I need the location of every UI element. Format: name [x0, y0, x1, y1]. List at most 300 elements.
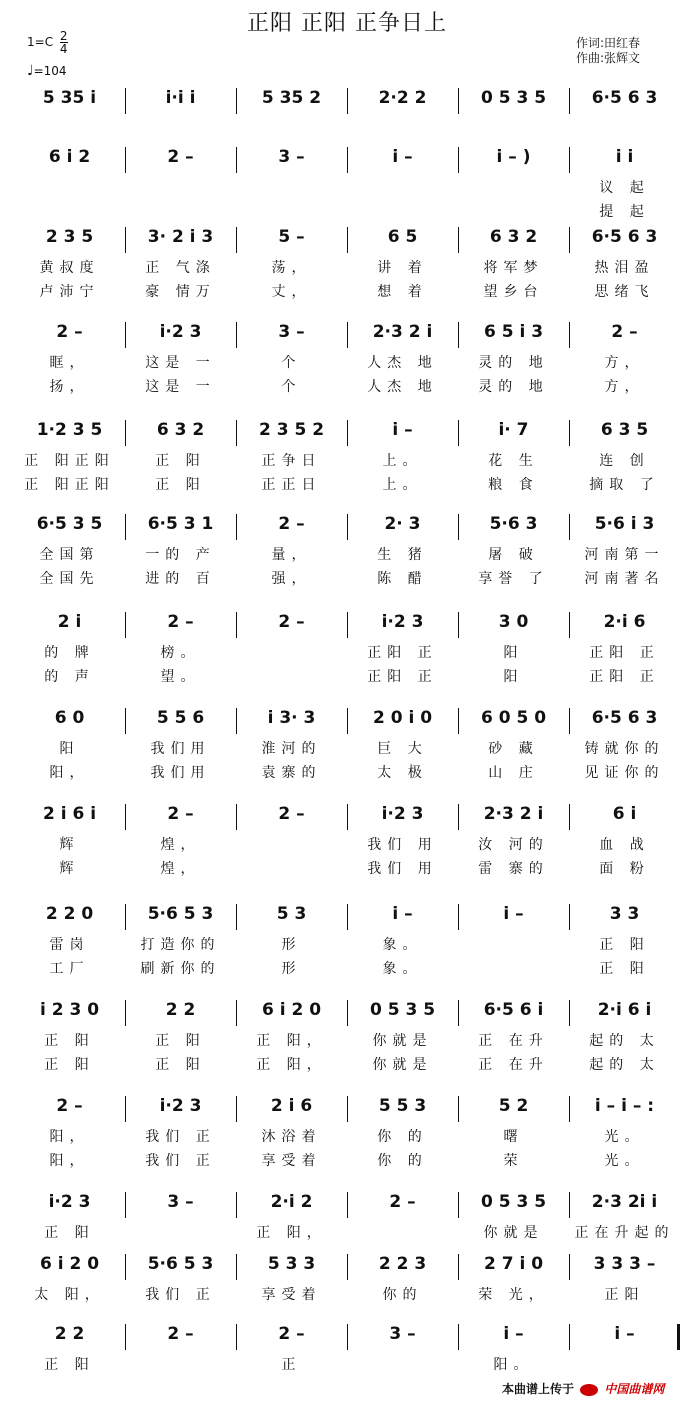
measure-notes: 2 7 i 0	[483, 1254, 544, 1274]
bar-line	[125, 1254, 126, 1280]
measure-notes: i –	[503, 904, 524, 924]
measure-lyric: 正 气涤	[145, 260, 216, 276]
key-signature	[27, 30, 68, 55]
notation-row	[14, 1254, 680, 1278]
measure-notes: i 2 3 0	[39, 1000, 100, 1020]
measure-lyric: 正 阳	[155, 1057, 206, 1073]
measure-notes: 3 3 3 –	[593, 1254, 656, 1274]
measure-notes: 2 –	[167, 804, 194, 824]
bar-line	[458, 420, 459, 446]
bar-line	[236, 322, 237, 348]
measure-lyric: 正 阳正阳	[24, 477, 115, 493]
measure-notes: 2 –	[611, 322, 638, 342]
measure-lyric: 我们 用	[367, 837, 438, 853]
measure-lyric: 煌，	[160, 837, 201, 853]
measure-lyric: 正 阳	[44, 1225, 95, 1241]
measure-lyric: 上。	[382, 453, 423, 469]
bar-line	[347, 1096, 348, 1122]
notation-row	[14, 804, 680, 828]
bar-line	[125, 88, 126, 114]
measure-lyric: 一的 产	[145, 547, 216, 563]
measure-lyric: 正 阳	[44, 1357, 95, 1373]
bar-line	[458, 1096, 459, 1122]
composer: 作曲:张辉文	[576, 51, 641, 65]
lyrics-verse-2	[14, 762, 680, 782]
measure-lyric: 连 创	[599, 453, 650, 469]
measure-lyric: 榜。	[160, 645, 201, 661]
measure-lyric: 曙	[503, 1129, 524, 1145]
measure-lyric: 我们 正	[145, 1287, 216, 1303]
measure-notes: 2 2	[165, 1000, 196, 1020]
measure-notes: 6 5 i 3	[483, 322, 544, 342]
measure-lyric: 阳。	[493, 1357, 534, 1373]
bar-line	[458, 1000, 459, 1026]
measure-lyric: 摘取 了	[589, 477, 660, 493]
measure-lyric: 荣 光，	[478, 1287, 549, 1303]
bar-line	[347, 804, 348, 830]
bar-line	[236, 1324, 237, 1350]
measure-notes: 6 5	[387, 227, 418, 247]
final-bar-line	[677, 1324, 680, 1350]
measure-lyric: 灵的 地	[478, 355, 549, 371]
measure-notes: 2 –	[167, 1324, 194, 1344]
measure-notes: 2 2 3	[378, 1254, 427, 1274]
bar-line	[125, 1324, 126, 1350]
bar-line	[347, 612, 348, 638]
time-top: 2	[59, 29, 68, 43]
measure-notes: 2·3 2 i	[372, 322, 433, 342]
measure-lyric: 热泪盈	[594, 260, 655, 276]
measure-lyric: 巨 大	[377, 741, 428, 757]
bar-line	[458, 1192, 459, 1218]
measure-lyric: 铸就你的	[584, 741, 665, 757]
measure-lyric: 太 极	[377, 765, 428, 781]
measure-notes: 5·6 3	[489, 514, 538, 534]
measure-lyric: 望乡台	[483, 284, 544, 300]
bar-line	[458, 147, 459, 173]
measure-lyric: 血 战	[599, 837, 650, 853]
measure-notes: 3 –	[389, 1324, 416, 1344]
measure-lyric: 生 猪	[377, 547, 428, 563]
measure-notes: 2 –	[167, 612, 194, 632]
measure-notes: i –	[503, 1324, 524, 1344]
bar-line	[236, 612, 237, 638]
measure-lyric: 形	[281, 937, 302, 953]
measure-notes: 1·2 3 5	[36, 420, 103, 440]
measure-lyric: 你的	[382, 1287, 423, 1303]
bar-line	[569, 904, 570, 930]
measure-lyric: 起的 太	[589, 1033, 660, 1049]
bar-line	[125, 322, 126, 348]
lyricist: 作词:田红春	[576, 36, 641, 50]
measure-notes: 2 –	[389, 1192, 416, 1212]
measure-lyric: 享誉 了	[478, 571, 549, 587]
measure-notes: 3· 2 i 3	[147, 227, 214, 247]
measure-lyric: 正 阳，	[256, 1225, 327, 1241]
measure-notes: 2 2	[54, 1324, 85, 1344]
measure-lyric: 这是 一	[145, 379, 216, 395]
measure-lyric: 袁寨的	[261, 765, 322, 781]
bar-line	[236, 1096, 237, 1122]
measure-lyric: 荡，	[271, 260, 312, 276]
bar-line	[125, 514, 126, 540]
bar-line	[458, 1254, 459, 1280]
measure-lyric: 正 在升	[478, 1057, 549, 1073]
measure-notes: 6 i	[612, 804, 637, 824]
footer-brand: 中国曲谱网	[604, 1382, 665, 1396]
measure-lyric: 将军梦	[483, 260, 544, 276]
measure-notes: 5 35 2	[261, 88, 322, 108]
lyrics-verse-2	[14, 666, 680, 686]
bar-line	[125, 1192, 126, 1218]
measure-lyric: 你 的	[377, 1129, 428, 1145]
measure-lyric: 粮 食	[488, 477, 539, 493]
bar-line	[569, 1000, 570, 1026]
measure-lyric: 阳	[503, 645, 524, 661]
bar-line	[569, 420, 570, 446]
bar-line	[236, 1000, 237, 1026]
bar-line	[347, 1192, 348, 1218]
measure-lyric: 河南第一	[584, 547, 665, 563]
measure-lyric: 正阳	[604, 1287, 645, 1303]
measure-lyric: 正 阳	[44, 1033, 95, 1049]
measure-notes: 2·3 2i i	[591, 1192, 658, 1212]
quarter-note-icon: ♩	[27, 63, 34, 79]
measure-lyric: 讲 着	[377, 260, 428, 276]
measure-lyric: 沐浴着	[261, 1129, 322, 1145]
measure-lyric: 方，	[604, 355, 645, 371]
lyrics-verse-1	[14, 450, 680, 470]
measure-notes: 6·5 6 i	[483, 1000, 544, 1020]
bar-line	[569, 1192, 570, 1218]
measure-lyric: 光。	[604, 1153, 645, 1169]
measure-notes: i·2 3	[48, 1192, 91, 1212]
bar-line	[236, 420, 237, 446]
measure-notes: 5 5 3	[378, 1096, 427, 1116]
measure-notes: 5·6 5 3	[147, 1254, 214, 1274]
notation-row	[14, 1192, 680, 1216]
measure-notes: 2 –	[278, 1324, 305, 1344]
measure-lyric: 淮河的	[261, 741, 322, 757]
measure-notes: 6·5 6 3	[591, 708, 658, 728]
measure-notes: 3 –	[167, 1192, 194, 1212]
bar-line	[347, 420, 348, 446]
measure-lyric: 全国先	[39, 571, 100, 587]
bar-line	[569, 612, 570, 638]
measure-notes: 2·i 6 i	[597, 1000, 652, 1020]
notation-row	[14, 514, 680, 538]
measure-lyric: 阳	[59, 741, 80, 757]
measure-notes: 2 –	[278, 612, 305, 632]
measure-lyric: 工厂	[49, 961, 90, 977]
lyrics-verse-2	[14, 1054, 680, 1074]
measure-lyric: 辉	[59, 837, 80, 853]
bar-line	[569, 227, 570, 253]
bar-line	[125, 420, 126, 446]
measure-lyric: 你就是	[372, 1057, 433, 1073]
bar-line	[569, 88, 570, 114]
measure-notes: 3 3	[609, 904, 640, 924]
measure-notes: 2·i 6	[603, 612, 646, 632]
measure-notes: i· 7	[498, 420, 529, 440]
measure-notes: i i	[615, 147, 634, 167]
measure-notes: 2·i 2	[270, 1192, 313, 1212]
measure-lyric: 辉	[59, 861, 80, 877]
lyrics-verse-1	[14, 257, 680, 277]
measure-lyric: 想 着	[377, 284, 428, 300]
bar-line	[236, 227, 237, 253]
song-title: 正阳 正阳 正争日上	[247, 11, 447, 36]
bar-line	[125, 227, 126, 253]
measure-lyric: 花 生	[488, 453, 539, 469]
measure-notes: 2 i	[57, 612, 82, 632]
notation-row	[14, 147, 680, 171]
bar-line	[236, 804, 237, 830]
measure-notes: 2·3 2 i	[483, 804, 544, 824]
measure-notes: i·2 3	[159, 322, 202, 342]
measure-lyric: 扬，	[49, 379, 90, 395]
measure-lyric: 思绪飞	[594, 284, 655, 300]
notation-row	[14, 88, 680, 112]
bar-line	[569, 147, 570, 173]
measure-notes: 2 –	[278, 804, 305, 824]
bar-line	[569, 1324, 570, 1350]
measure-notes: i·2 3	[381, 612, 424, 632]
measure-lyric: 砂 藏	[488, 741, 539, 757]
measure-lyric: 你就是	[372, 1033, 433, 1049]
notation-row	[14, 322, 680, 346]
lyrics-verse-1	[14, 738, 680, 758]
measure-notes: 6 3 2	[489, 227, 538, 247]
measure-lyric: 正阳 正	[367, 669, 438, 685]
bar-line	[125, 612, 126, 638]
measure-notes: 3 0	[498, 612, 529, 632]
measure-notes: 2· 3	[384, 514, 421, 534]
measure-notes: 5 35 i	[42, 88, 97, 108]
measure-notes: 5 3 3	[267, 1254, 316, 1274]
bar-line	[347, 514, 348, 540]
bar-line	[347, 147, 348, 173]
measure-lyric: 方，	[604, 379, 645, 395]
measure-notes: 6·5 6 3	[591, 88, 658, 108]
measure-lyric: 正阳 正	[589, 645, 660, 661]
measure-notes: 6 3 2	[156, 420, 205, 440]
measure-notes: 2 –	[56, 322, 83, 342]
measure-lyric: 黄叔度	[39, 260, 100, 276]
lyrics-verse-2	[14, 1150, 680, 1170]
measure-lyric: 正 在升	[478, 1033, 549, 1049]
bar-line	[458, 227, 459, 253]
bar-line	[458, 708, 459, 734]
measure-notes: 0 5 3 5	[480, 1192, 547, 1212]
bar-line	[236, 1254, 237, 1280]
measure-lyric: 享受着	[261, 1287, 322, 1303]
measure-lyric: 提 起	[599, 204, 650, 220]
bar-line	[125, 708, 126, 734]
measure-lyric: 雷 寨的	[478, 861, 549, 877]
measure-lyric: 全国第	[39, 547, 100, 563]
bar-line	[236, 1192, 237, 1218]
measure-notes: 6 i 2	[48, 147, 91, 167]
bar-line	[125, 1000, 126, 1026]
tempo-marking	[27, 63, 67, 79]
measure-notes: i 3· 3	[267, 708, 316, 728]
measure-lyric: 打造你的	[140, 937, 221, 953]
measure-notes: 5·6 i 3	[594, 514, 655, 534]
site-logo-icon	[580, 1384, 598, 1396]
credits	[576, 36, 640, 66]
measure-lyric: 正 阳，	[256, 1057, 327, 1073]
bar-line	[347, 904, 348, 930]
measure-lyric: 量，	[271, 547, 312, 563]
measure-lyric: 正阳 正	[589, 669, 660, 685]
measure-notes: 2 –	[56, 1096, 83, 1116]
lyrics-verse-1	[14, 1354, 680, 1374]
bar-line	[236, 88, 237, 114]
measure-lyric: 阳，	[49, 1129, 90, 1145]
measure-lyric: 雷岗	[49, 937, 90, 953]
measure-lyric: 你就是	[483, 1225, 544, 1241]
bar-line	[125, 804, 126, 830]
measure-notes: 3 –	[278, 147, 305, 167]
bar-line	[458, 514, 459, 540]
measure-lyric: 正在升起的	[574, 1225, 675, 1241]
notation-row	[14, 227, 680, 251]
measure-lyric: 的 声	[44, 669, 95, 685]
lyrics-verse-1	[14, 1222, 680, 1242]
measure-notes: 6·5 3 1	[147, 514, 214, 534]
lyrics-verse-1	[14, 1126, 680, 1146]
measure-lyric: 正 阳	[44, 1057, 95, 1073]
measure-notes: 2 0 i 0	[372, 708, 433, 728]
measure-notes: 5 –	[278, 227, 305, 247]
measure-notes: 2 2 0	[45, 904, 94, 924]
measure-lyric: 人杰 地	[367, 379, 438, 395]
measure-lyric: 你 的	[377, 1153, 428, 1169]
measure-lyric: 望。	[160, 669, 201, 685]
bar-line	[347, 1324, 348, 1350]
bar-line	[236, 904, 237, 930]
measure-lyric: 山 庄	[488, 765, 539, 781]
bar-line	[458, 904, 459, 930]
lyrics-verse-1	[14, 1030, 680, 1050]
measure-lyric: 正 阳	[599, 937, 650, 953]
measure-notes: 2 i 6 i	[42, 804, 97, 824]
bar-line	[569, 514, 570, 540]
measure-lyric: 丈，	[271, 284, 312, 300]
measure-notes: 6 3 5	[600, 420, 649, 440]
measure-notes: 2 3 5 2	[258, 420, 325, 440]
footer	[502, 1380, 664, 1397]
lyrics-verse-2	[14, 958, 680, 978]
measure-lyric: 正争日	[261, 453, 322, 469]
bar-line	[569, 1254, 570, 1280]
measure-notes: 5 3	[276, 904, 307, 924]
measure-lyric: 陈 醋	[377, 571, 428, 587]
measure-notes: 6 0 5 0	[480, 708, 547, 728]
measure-notes: i – i – :	[594, 1096, 655, 1116]
measure-notes: 2·2 2	[378, 88, 427, 108]
measure-lyric: 刷新你的	[140, 961, 221, 977]
lyrics-verse-1	[14, 934, 680, 954]
bar-line	[569, 322, 570, 348]
measure-lyric: 正 阳正阳	[24, 453, 115, 469]
measure-lyric: 人杰 地	[367, 355, 438, 371]
measure-lyric: 正 阳，	[256, 1033, 327, 1049]
bar-line	[569, 708, 570, 734]
notation-row	[14, 1000, 680, 1024]
bar-line	[125, 1096, 126, 1122]
lyrics-verse-1	[14, 177, 680, 197]
measure-notes: 2 –	[278, 514, 305, 534]
measure-lyric: 卢沛宁	[39, 284, 100, 300]
measure-lyric: 强，	[271, 571, 312, 587]
measure-notes: 6·5 6 3	[591, 227, 658, 247]
measure-lyric: 光。	[604, 1129, 645, 1145]
notation-row	[14, 612, 680, 636]
lyrics-verse-2	[14, 201, 680, 221]
measure-lyric: 河南著名	[584, 571, 665, 587]
tempo-value: =104	[33, 64, 67, 78]
measure-lyric: 阳，	[49, 765, 90, 781]
notation-row	[14, 904, 680, 928]
measure-lyric: 面 粉	[599, 861, 650, 877]
measure-notes: 5 2	[498, 1096, 529, 1116]
measure-lyric: 灵的 地	[478, 379, 549, 395]
measure-lyric: 个	[281, 355, 302, 371]
measure-notes: 5·6 5 3	[147, 904, 214, 924]
bar-line	[458, 612, 459, 638]
lyrics-verse-2	[14, 474, 680, 494]
lyrics-verse-1	[14, 544, 680, 564]
measure-lyric: 正 阳	[155, 1033, 206, 1049]
notation-row	[14, 708, 680, 732]
measure-lyric: 个	[281, 379, 302, 395]
bar-line	[347, 1254, 348, 1280]
measure-lyric: 屠 破	[488, 547, 539, 563]
measure-lyric: 享受着	[261, 1153, 322, 1169]
measure-notes: 6·5 3 5	[36, 514, 103, 534]
measure-lyric: 阳，	[49, 1153, 90, 1169]
bar-line	[458, 1324, 459, 1350]
measure-lyric: 豪 情万	[145, 284, 216, 300]
measure-notes: i –	[392, 147, 413, 167]
measure-lyric: 正阳 正	[367, 645, 438, 661]
measure-lyric: 我们 正	[145, 1153, 216, 1169]
notation-row	[14, 1324, 680, 1348]
measure-notes: 6 i 2 0	[261, 1000, 322, 1020]
measure-lyric: 太 阳，	[34, 1287, 105, 1303]
measure-notes: 2 –	[167, 147, 194, 167]
bar-line	[569, 804, 570, 830]
bar-line	[236, 147, 237, 173]
bar-line	[125, 904, 126, 930]
measure-lyric: 的 牌	[44, 645, 95, 661]
measure-notes: i –	[614, 1324, 635, 1344]
measure-lyric: 我们 用	[367, 861, 438, 877]
bar-line	[125, 147, 126, 173]
measure-lyric: 我们 正	[145, 1129, 216, 1145]
measure-notes: 6 i 2 0	[39, 1254, 100, 1274]
lyrics-verse-1	[14, 642, 680, 662]
measure-lyric: 我们用	[150, 741, 211, 757]
bar-line	[458, 804, 459, 830]
lyrics-verse-1	[14, 1284, 680, 1304]
bar-line	[347, 1000, 348, 1026]
measure-notes: 5 5 6	[156, 708, 205, 728]
measure-lyric: 荣	[503, 1153, 524, 1169]
lyrics-verse-1	[14, 352, 680, 372]
